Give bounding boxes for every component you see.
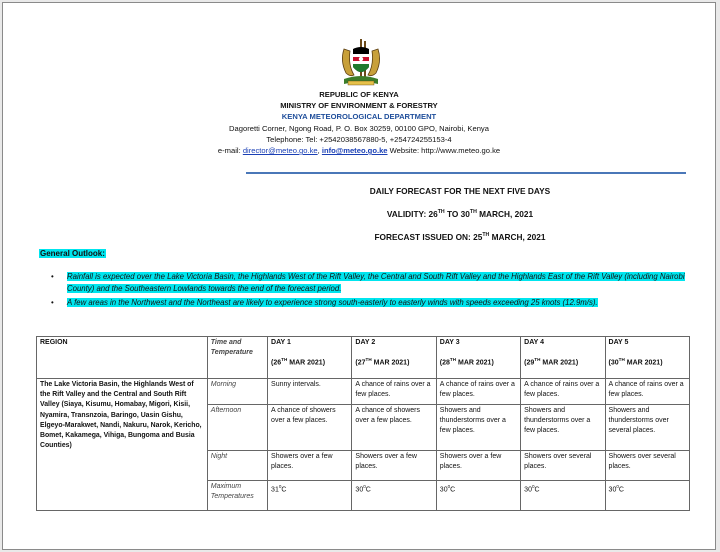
time-cell: Morning xyxy=(207,379,267,405)
forecast-cell: Showers over a few places. xyxy=(268,451,352,481)
header-divider xyxy=(246,172,686,174)
time-cell: Maximum Temperatures xyxy=(207,481,267,511)
email-separator: , xyxy=(317,146,320,156)
region-cell: The Lake Victoria Basin, the Highlands West of the Rift Valley and the Central and South Rift Valley (Siaya, Kisumu, Homabay, Migori, Kisii, Nyamira, Transnzoia, Baringo, Uasin Gishu, Elgeyo-Marakwet, Nandi, Nakuru, Narok, Kericho, Bomet, Kakamega, Vihiga, Bungoma and Busia Counties) xyxy=(37,379,208,511)
table-header-row xyxy=(37,337,690,379)
forecast-document xyxy=(2,2,716,550)
letterhead xyxy=(3,89,715,156)
outlook-bullet-winds xyxy=(51,297,691,309)
validity-suffix: MARCH, 2021 xyxy=(476,209,534,219)
forecast-cell: Showers and thunderstorms over a few places. xyxy=(436,405,520,451)
telephone-line: Telephone: Tel: +2542038567880-5, +254724255153-4 xyxy=(266,134,452,144)
email-info-link[interactable]: info@meteo.go.ke xyxy=(321,146,388,156)
validity-sup-end: TH xyxy=(469,209,477,216)
forecast-cell: A chance of rains over a few places. xyxy=(436,379,520,405)
time-cell: Afternoon xyxy=(207,405,267,451)
contact-line xyxy=(3,145,715,156)
outlook-bullet-rainfall xyxy=(51,271,691,295)
validity-sup-start: TH xyxy=(437,209,445,216)
forecast-cell: Showers over several places. xyxy=(605,451,689,481)
website-text: Website: http://www.meteo.go.ke xyxy=(389,146,501,156)
issued-sup: TH xyxy=(482,232,490,239)
issued-line xyxy=(233,232,687,242)
forecast-cell: Showers over a few places. xyxy=(352,451,436,481)
temperature-cell: $30^0C$ xyxy=(605,481,689,511)
forecast-cell: A chance of rains over a few places. xyxy=(352,379,436,405)
day-header: DAY 2 (27TH MAR 2021) xyxy=(352,337,436,379)
outlook-bullet-text: A few areas in the Northwest and the Northeast are likely to experience strong south-easterly to easterly winds with speeds exceeding 25 knots (12.9m/s). xyxy=(67,298,598,307)
kenya-coat-of-arms-icon xyxy=(334,37,388,87)
email-director-link[interactable]: director@meteo.go.ke xyxy=(242,146,318,156)
republic-title: REPUBLIC OF KENYA xyxy=(319,90,399,99)
validity-prefix: VALIDITY: 26 xyxy=(386,209,438,219)
forecast-title: DAILY FORECAST FOR THE NEXT FIVE DAYS xyxy=(369,186,551,196)
forecast-cell: A chance of rains over a few places. xyxy=(605,379,689,405)
issued-prefix: FORECAST ISSUED ON: 25 xyxy=(374,232,483,242)
time-cell: Night xyxy=(207,451,267,481)
issued-suffix: MARCH, 2021 xyxy=(489,232,546,242)
forecast-cell: Showers over a few places. xyxy=(436,451,520,481)
forecast-table xyxy=(36,336,690,511)
bullet-icon: • xyxy=(51,298,54,307)
day-header: DAY 5 (30TH MAR 2021) xyxy=(605,337,689,379)
temperature-cell: $30^0C$ xyxy=(436,481,520,511)
temperature-cell: $30^0C$ xyxy=(521,481,605,511)
email-label: e-mail: xyxy=(217,146,241,156)
day-header: DAY 1 (26TH MAR 2021) xyxy=(268,337,352,379)
department-title: KENYA METEOROLOGICAL DEPARTMENT xyxy=(281,112,437,122)
temperature-cell: $31^0C$ xyxy=(268,481,352,511)
forecast-cell: Showers and thunderstorms over a few places. xyxy=(521,405,605,451)
validity-mid: TO 30 xyxy=(444,209,470,219)
address-line: Dagoretti Corner, Ngong Road, P. O. Box 30259, 00100 GPO, Nairobi, Kenya xyxy=(229,123,489,133)
forecast-cell: Sunny intervals. xyxy=(268,379,352,405)
forecast-cell: A chance of showers over a few places. xyxy=(268,405,352,451)
table-row xyxy=(37,379,690,405)
forecast-cell: A chance of showers over a few places. xyxy=(352,405,436,451)
bullet-icon: • xyxy=(51,272,54,281)
forecast-cell: Showers and thunderstorms over several places. xyxy=(605,405,689,451)
ministry-title: MINISTRY OF ENVIRONMENT & FORESTRY xyxy=(280,101,438,111)
temperature-cell: $30^0C$ xyxy=(352,481,436,511)
outlook-bullet-text: Rainfall is expected over the Lake Victoria Basin, the Highlands West of the Rift Valley, the Central and South Rift Valley and the Highlands East of the Rift Valley (including Nairobi County) and the Southeastern Lowlands towards the end of the forecast period. xyxy=(67,272,685,293)
day-header: DAY 4 (29TH MAR 2021) xyxy=(521,337,605,379)
general-outlook-heading: General Outlook: xyxy=(40,249,105,258)
time-header: Time and Temperature xyxy=(207,337,267,379)
day-header: DAY 3 (28TH MAR 2021) xyxy=(436,337,520,379)
forecast-cell: A chance of rains over a few places. xyxy=(521,379,605,405)
forecast-cell: Showers over several places. xyxy=(521,451,605,481)
validity-line xyxy=(233,209,687,219)
region-header: REGION xyxy=(37,337,208,379)
